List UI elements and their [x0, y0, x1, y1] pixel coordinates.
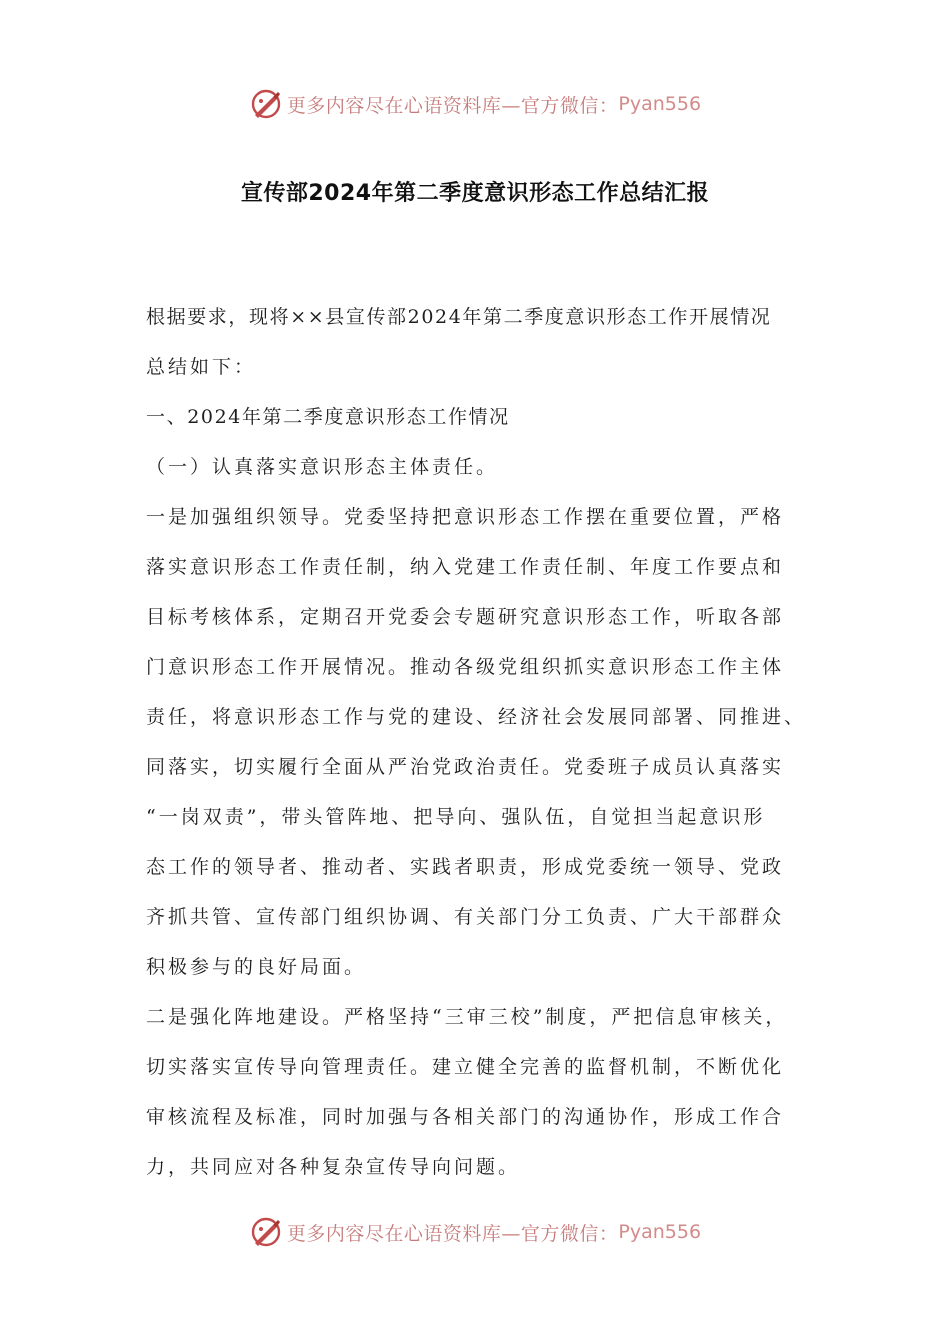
watermark-text: 更多内容尽在心语资料库—官方微信：	[286, 94, 619, 117]
body-line: 责任，将意识形态工作与党的建设、经济社会发展同部署、同推进、	[146, 706, 807, 728]
body-line: 态工作的领导者、推动者、实践者职责，形成党委统一领导、党政	[146, 856, 785, 878]
body-line: 积极参与的良好局面。	[146, 956, 367, 978]
watermark-wechat-id: Pyan556	[618, 1221, 702, 1243]
body-line: 门意识形态工作开展情况。推动各级党组织抓实意识形态工作主体	[146, 656, 785, 678]
header-watermark	[0, 86, 950, 122]
body-line: 齐抓共管、宣传部门组织协调、有关部门分工负责、广大干部群众	[146, 906, 785, 928]
body-line: 目标考核体系，定期召开党委会专题研究意识形态工作，听取各部	[146, 606, 785, 628]
body-line: 总结如下：	[146, 356, 257, 378]
document-body	[146, 292, 811, 1192]
body-line: 审核流程及标准，同时加强与各相关部门的沟通协作，形成工作合	[146, 1106, 785, 1128]
body-line: “一岗双责”，带头管阵地、把导向、强队伍，自觉担当起意识形	[146, 806, 766, 828]
watermark-text: 更多内容尽在心语资料库—官方微信：	[286, 1222, 619, 1245]
pen-logo-icon	[249, 1215, 283, 1249]
body-line: 落实意识形态工作责任制，纳入党建工作责任制、年度工作要点和	[146, 556, 785, 578]
section-heading: 一、2024年第二季度意识形态工作情况	[146, 406, 510, 428]
body-line: 力，共同应对各种复杂宣传导向问题。	[146, 1156, 521, 1178]
body-line: 切实落实宣传导向管理责任。建立健全完善的监督机制，不断优化	[146, 1056, 785, 1078]
footer-watermark	[0, 1214, 950, 1250]
pen-logo-icon	[249, 87, 283, 121]
body-line: 二是强化阵地建设。严格坚持“三审三校”制度，严把信息审核关，	[146, 1006, 788, 1028]
body-line: 一是加强组织领导。党委坚持把意识形态工作摆在重要位置，严格	[146, 506, 785, 528]
body-line: 根据要求，现将××县宣传部2024年第二季度意识形态工作开展情况	[146, 306, 772, 328]
document-title: 宣传部2024年第二季度意识形态工作总结汇报	[240, 181, 710, 206]
subsection-heading: （一）认真落实意识形态主体责任。	[146, 456, 499, 478]
watermark-wechat-id: Pyan556	[618, 93, 702, 115]
body-line: 同落实，切实履行全面从严治党政治责任。党委班子成员认真落实	[146, 756, 785, 778]
